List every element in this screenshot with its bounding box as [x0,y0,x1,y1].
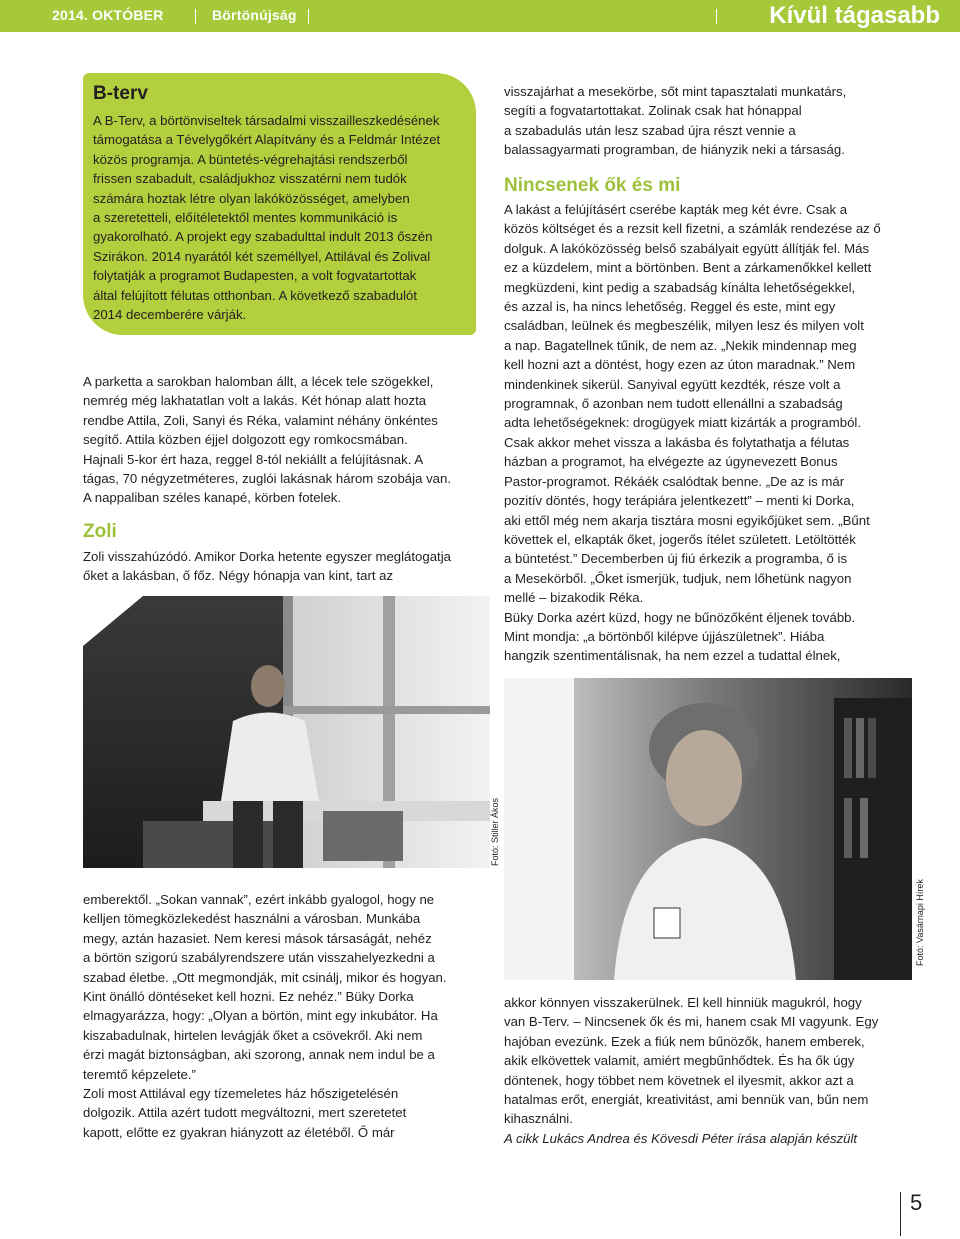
text-line: aki ettől még nem akarja tisztára mosni egyikőjüket sem. „Bűnt [504,512,870,528]
text-line: A B-Terv, a börtönviseltek társadalmi visszailleszkedésének [93,113,440,128]
text-line: a szeretetteli, előítéletektől mentes kommunikáció is [93,210,398,226]
header-divider [716,9,717,24]
text-line: segítő. Attila közben éjjel dolgozott egy romkocsmában. [83,432,408,448]
text-line: kapott, előtte ez gyakran hiányzott az életéből. Ő már [83,1124,395,1140]
text-line: nemrég még lakhatatlan volt a lakás. Két hónap alatt hozta [83,393,427,409]
text-line: programnak, ő azonban nem tudott ellenállni a szabadság [504,396,843,412]
text-line: frissen szabadult, családjukhoz visszatérni nem tudók [93,171,407,187]
text-line: kiszabadulnak, hirtelen levágják őket a csövekről. Aki nem [83,1027,423,1043]
text-line: kelljen tömegközlekedést használni a városban. Munkába [83,911,421,927]
text-line: A lakást a felújításért cserébe kapták meg két évre. Csak a [504,202,848,217]
text-line: a szabadulás után lesz szabad újra részt vennie a [504,122,796,138]
text-line: ez a küzdelem, mint a börtönben. Bent a zárkamenőkkel kellett [504,260,872,276]
text-line: adta lehetőségeknek: drogügyek miatt kizárták a programból. [504,415,861,431]
b-terv-body [93,111,463,324]
text-line: visszajárhat a mesekörbe, sőt mint tapasztalati munkatárs, [504,84,847,99]
text-line: a büntetést.” Decemberben új fiú érkezik a programba, ő is [504,551,848,567]
text-line: Zoli most Attilával egy tízemeletes ház hőszigetelésén [83,1086,399,1102]
text-line: érzi magát biztonságban, aki szorong, annak nem indul be a [83,1047,435,1063]
text-line: és azzal is, ha nincs lehetőség. Reggel és este, mint egy [504,299,836,315]
text-line: pozitív döntés, hogy terápiára jelentkezett” – menti ki Dorka, [504,493,855,509]
text-line: a Mesekörből. „Őket ismerjük, tudjuk, nem lőhetünk nagyon [504,570,852,586]
publication-name: Börtönújság [212,7,297,23]
text-line: emberektől. „Sokan vannak”, ezért inkább gyalogol, hogy ne [83,892,435,907]
issue-date: 2014. OKTÓBER [52,7,164,23]
left-para-2 [83,547,493,586]
text-line: akkor könnyen visszakerülnek. El kell hinniük magukról, hogy [504,995,862,1010]
text-line: Pastor-programot. Rékáék csalódtak benne. „De az is már [504,473,845,489]
text-line: családban, leülnek és megbeszélik, milyen lesz és milyen volt [504,318,864,334]
text-line: gyakorolható. A projekt egy szabadulttal indult 2013 őszén [93,229,433,245]
text-line: a nap. Bagatellnek tűnik, de nem az. „Nekik mindennap meg [504,337,857,353]
text-line: közös költséget és a rezsit kell fizetni, a számlák rendezése az ő [504,221,881,237]
text-line: folytatják a programot Budapesten, a volt fogvatartottak [93,268,417,284]
text-line: mindenkinek sikerül. Sanyival együtt kezdték, része volt a [504,376,841,392]
left-para-1 [83,372,483,508]
text-line: 2014 decemberére várják. [93,307,247,323]
text-line: mellé – bizakodik Réka. [504,590,644,606]
text-line: házban a programot, ha elvégezte az úgynevezett Bonus [504,454,838,470]
text-line: döntenek, hogy többet nem követnek el ilyesmit, akkor azt a [504,1072,854,1088]
b-terv-title: B-terv [93,83,148,104]
text-line: közös programja. A büntetés-végrehajtási rendszerből [93,151,408,167]
text-line: Csak akkor mehet vissza a lakásba és folytathatja a félutas [504,434,850,450]
text-line: Büky Dorka azért küzd, hogy ne bűnözőként éljenek tovább. [504,609,856,625]
text-line: kihasználni. [504,1111,573,1127]
header-divider [308,9,309,24]
right-para-2 [504,200,924,666]
header-divider [195,9,196,24]
photo-dorka-image [504,678,912,980]
text-line: segíti a fogvatartottakat. Zolinak csak hat hónappal [504,103,802,119]
text-line: számára hoztak létre olyan lakóközösséget, amelyben [93,190,410,206]
photo-credit-left: Fotó: Stiller Ákos [490,797,500,866]
text-line: A nappaliban széles kanapé, körben fotelek. [83,490,342,506]
photo-zoli [83,596,490,868]
text-line: Mint mondja: „a börtönből kilépve újjászületnek”. Hiába [504,628,825,644]
b-terv-box [83,73,476,335]
text-line: kell hozni azt a döntést, hogy ezen az úton maradnak.” Nem [504,357,856,373]
subhead-zoli: Zoli [83,521,117,542]
text-line: tágas, 70 négyzetméteres, zuglói lakásnak három szobája van. [83,471,451,487]
text-line: Kint önálló döntéseket kell hozni. Ez nehéz.” Büky Dorka [83,989,414,1005]
left-para-3 [83,890,483,1142]
header-bar [0,0,960,32]
photo-credit-right: Fotó: Vasárnapi Hírek [915,879,925,966]
text-line: Hajnali 5-kor ért haza, reggel 8-tól nekiállt a felújításnak. A [83,451,424,467]
text-line: Zoli visszahúzódó. Amikor Dorka hetente egyszer meglátogatja [83,549,451,564]
text-line: őket a lakásban, ő főz. Négy hónapja van kint, tart az [83,568,394,584]
right-para-3 [504,993,924,1148]
text-line: hajóban evezünk. Ezek a fiúk nem bűnözők, hanem emberek, [504,1033,865,1049]
text-line: hatalmas erőt, energiát, kreativitást, ami bennük van, bűn nem [504,1092,869,1108]
text-line: elmagyarázza, hogy: „Olyan a börtön, mint egy inkubátor. Ha [83,1008,438,1024]
section-title: Kívül tágasabb [769,2,940,29]
photo-dorka [504,678,912,980]
text-line: megküzdeni, kint pedig a szabadság kínálta lehetőségekkel, [504,279,856,295]
right-para-1 [504,82,924,160]
text-line: megy, aztán hazasiet. Nem keresi mások társaságát, nehéz [83,930,432,946]
subhead-nincsenek: Nincsenek ők és mi [504,175,681,196]
text-line: követtek el, elkapták őket, jogerős ítélet született. Letöltötték [504,531,856,547]
text-line: támogatása a Tévelygőkért Alapítvány és a Feldmár Intézet [93,132,441,148]
text-line: hangzik szentimentálisnak, ha nem ezzel a tudattal élnek, [504,648,841,664]
text-line: balassagyarmati programban, de hiányzik neki a társaság. [504,142,845,158]
text-line: van B-Terv. – Nincsenek ők és mi, hanem csak MI vagyunk. Egy [504,1014,879,1030]
text-line: rendbe Attila, Zoli, Sanyi és Réka, valamint néhány önkéntes [83,412,438,428]
text-line: a börtön szigorú szabályrendszere után visszahelyezkedni a [83,950,435,966]
text-line: A parketta a sarokban halomban állt, a lécek tele szögekkel, [83,374,434,389]
article-signature: A cikk Lukács Andrea és Kövesdi Péter írása alapján készült [504,1130,858,1146]
text-line: szabad életbe. „Ott megmondják, mit csinálj, mikor és hogyan. [83,969,447,985]
text-line: Szirákon. 2014 nyarától két személlyel, Attilával és Zolival [93,248,431,264]
text-line: teremtő képzelete.” [83,1066,196,1082]
text-line: dolgozik. Attila azért tudott megváltozni, mert szeretetet [83,1105,407,1121]
text-line: akik elkövettek valamit, amiért megbűnhődtek. És ha ők úgy [504,1053,855,1069]
page-number: 5 [910,1190,923,1215]
photo-zoli-image [83,596,490,868]
page-number-rule [900,1192,901,1236]
text-line: által felújított félutas otthonban. A következő szabadulót [93,287,418,303]
text-line: dolguk. A lakóközösség belső szabályait együtt állítják fel. Más [504,240,870,256]
